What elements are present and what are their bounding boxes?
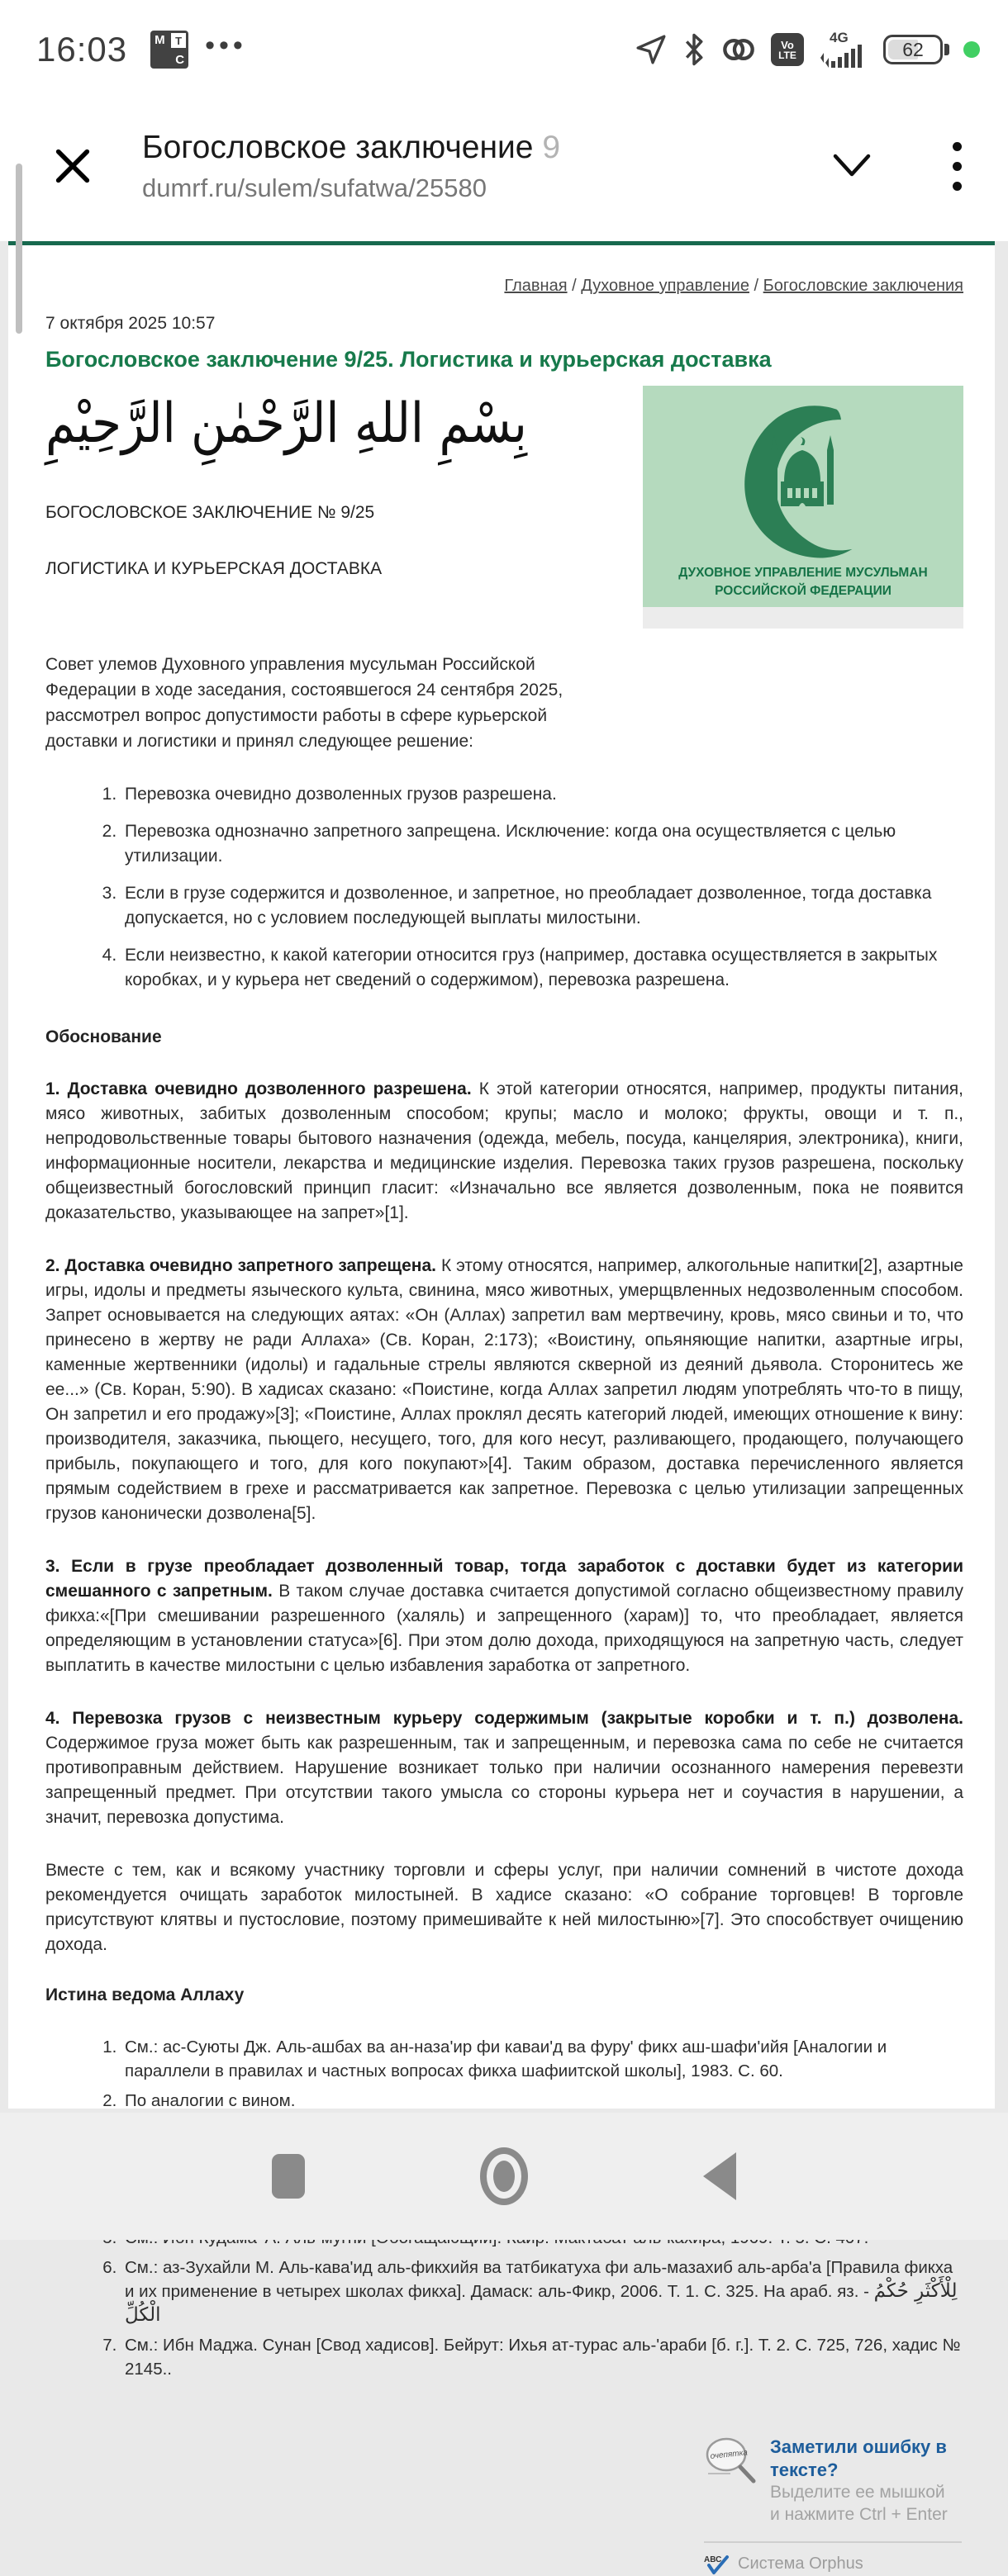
justification-section-2: 2. Доставка очевидно запретного запрещена. К этому относятся, например, алкогольные напитки[2], азартные игры, идолы и предметы языческого культа, свинина, мясо животных, умерщвленных недозволенным способом. Запрет основывается на следующих аятах: «Он (Аллах) запретил вам мертвечину, кровь, мясо свиньи и то, что принесено в жертву не ради Аллаха» (Св. Коран, 2:173); «Воистину, опьяняющие напитки, азартные игры, каменные жертвенники (идолы) и гадальные стрелы являются скверной из деяний дьявола. Сторонитесь же ее...» (Св. Коран, 5:90). В хадисах сказано: «Поистине, когда Аллах запретил людям употреблять что-то в пищу, Он запретил и его продажу»[3]; «Поистине, Аллах проклял десять категорий людей, имеющих отношение к вину: производителя, заказчика, пьющего, несущего, того, для кого несут, разливающего, продающего, получающего прибыль, покупающего и того, для кого покупают»[4]. Таким образом, доставка перечисленного является прямым содействием в грехе и рассматривается как запретное. Перевозка с целью утилизации запрещенных грузов канонически дозволена[5]. [45,1256,963,1523]
dum-rf-logo [643,386,963,607]
browser-page-title: Богословское заключение 9 [142,129,561,165]
browser-header [0,91,1008,241]
section-lead: 3. Если в грузе преобладает дозволенный товар, тогда заработок с доставки будет из категории смешанного с запретным. [45,1557,963,1601]
closing-paragraph: Вместе с тем, как и всякому участнику торговли и сферы услуг, при наличии сомнений в чистоте дохода рекомендуется очищать заработок милостыней. В хадисе сказано: «О собрание торговцев! В торговле присутствуют клятвы и пустословие, поэтому примешивайте к ней милостыню»[7]. Это способствует очищению дохода. [45,1861,963,1954]
bluetooth-icon [682,32,706,67]
logo-image-caption-strip [643,607,963,629]
back-button[interactable] [703,2152,736,2200]
section-lead: 2. Доставка очевидно запретного запрещена. [45,1256,437,1275]
breadcrumb-fatwas-link[interactable]: Богословские заключения [763,277,963,295]
orphus-magnifier-icon [704,2434,758,2488]
status-icons [635,30,980,69]
footnote: 2. По аналогии с вином. [121,2089,963,2113]
justification-section-4: 4. Перевозка грузов с неизвестным курьеру содержимым (закрытые коробки и т. п.) дозволена. Содержимое груза может быть как разрешенным, так и запрещенным, и перевозка сама по себе не считается противоправным действием. Нарушение возникает только при наличии осознанного намерения перевезти запрещенный предмет. При отсутствии такого умысла со стороны курьера нет и соучастия в нарушении, а значит, перевозка допустима. [45,1709,963,1827]
location-icon [635,33,668,66]
justification-section-3: 3. Если в грузе преобладает дозволенный товар, тогда заработок с доставки будет из категории смешанного с запретным. В таком случае доставка считается допустимой согласно общеизвестному правилу фикха:«[При смешивании разрешенного (халяль) и запрещенного (харам)] то, что преобладает, является определяющим в установлении статуса»[6]. При этом долю дохода, приходящуюся на запретную часть, следует выплатить в качестве милостыни с целью избавления заработка от запретного. [45,1557,963,1675]
justification-heading: Обоснование [45,1027,162,1046]
dum-rf-logo-image [643,386,963,754]
more-notifications-icon: ••• [205,29,247,61]
status-bar [0,0,1008,91]
orphus-title[interactable]: Заметили ошибку в тексте? [770,2436,947,2480]
breadcrumb-home-link[interactable]: Главная [504,277,568,295]
clock: 16:03 [36,30,128,69]
decision-item: 2. Перевозка однозначно запретного запрещена. Исключение: когда она осуществляется с целью утилизации. [121,819,963,869]
abc-check-icon [704,2553,730,2576]
justification-section-1: 1. Доставка очевидно дозволенного разрешена. К этой категории относятся, например, продукты питания, мясо животных, забитых дозволенным способом; крупы; масло и молоко; фрукты, овощи и т. п., непродовольственные товары бытового назначения (одежда, мебель, посуда, канцелярия, электроника), книги, информационные носители, лекарства и медицинские изделия. Перевозка таких грузов разрешена, поскольку общеизвестный богословский принцип гласит: «Изначально все является дозволенным, пока не появится доказательство, указывающее на запрет»[1]. [45,1079,963,1222]
menu-kebab-icon[interactable] [953,142,962,191]
webpage-content [8,241,995,2574]
svg-text:4G: 4G [830,30,849,45]
footnote: 7. См.: Ибн Маджа. Сунан [Свод хадисов]. Бейрут: Ихья ат-турас аль-'араби [б. г.]. Т. 2. С. 725, 726, хадис № 2145.. [121,2333,963,2381]
orphus-system-link[interactable]: АВС Система Orphus [704,2553,962,2576]
volte-icon: Vo LTE [771,33,804,66]
decision-item: 3. Если в грузе содержится и дозволенное, и запретное, но преобладает дозволенное, тогда доставка допускается, но с условием последующей выплаты милостыни. [121,881,963,931]
crescent-mosque-icon [718,399,888,561]
breadcrumb: Главная / Духовное управление / Богословские заключения [504,277,963,295]
decision-item: 4. Если неизвестно, к какой категории относится груз (например, доставка осуществляется в закрытых коробках, и у курьера нет сведений о содержимом), перевозка разрешена. [121,943,963,993]
battery-icon [883,35,949,64]
orphus-divider [704,2541,962,2543]
intro-paragraph: Совет улемов Духовного управления мусульман Российской Федерации в ходе заседания, состоявшегося 24 сентября 2025, рассмотрел вопрос допустимости работы в сфере курьерской доставки и логистики и принял следующее решение: [45,655,563,751]
doc-heading-subject: ЛОГИСТИКА И КУРЬЕРСКАЯ ДОСТАВКА [45,559,383,578]
signal-4g-icon [818,30,869,69]
truth-heading: Истина ведома Аллаху [45,1985,245,2004]
article-header-left [45,391,643,754]
home-button[interactable] [480,2147,528,2205]
recents-button[interactable] [272,2154,305,2199]
arabic-rule-text: لِلْأَكْثَرِ حُكْمُ الْكُلِّ [125,2280,958,2326]
carrier-mts-icon: М Т С [150,31,188,69]
orphus-instruction-2: и нажмите Ctrl + Enter [770,2505,948,2525]
section-lead: 4. Перевозка грузов с неизвестным курьеру содержимым (закрытые коробки и т. п.) дозволена. [45,1709,963,1728]
title-truncated: 9 [542,129,561,165]
article-header-row [45,391,963,754]
privacy-indicator-dot [963,41,980,58]
browser-url: dumrf.ru/sulem/sufatwa/25580 [142,173,487,202]
chevron-down-icon[interactable] [830,152,873,180]
decision-item: 1. Перевозка очевидно дозволенных грузов разрешена. [121,782,963,807]
svg-text:очепятка: очепятка [710,2448,749,2461]
doc-heading-number: БОГОСЛОВСКОЕ ЗАКЛЮЧЕНИЕ № 9/25 [45,503,375,522]
decisions-list [45,782,963,993]
page-title-url [142,130,830,203]
svg-text:АВС: АВС [704,2555,722,2564]
orphus-instruction-1: Выделите ее мышкой [770,2483,945,2502]
footnote: 1. См.: ас-Суюты Дж. Аль-ашбах ва ан-наза'ир фи каваи'д ва фуру' фикх аш-шафи'ийя [Аналогии и параллели в правилах и частных вопросах фикха шафиитской школы], 1983. С. 60. [121,2035,963,2083]
link-icon [720,33,757,66]
battery-percent: 62 [902,38,924,60]
logo-caption-text: ДУХОВНОЕ УПРАВЛЕНИЕ МУСУЛЬМАН РОССИЙСКОЙ ФЕДЕРАЦИИ [678,566,928,598]
breadcrumb-administration-link[interactable]: Духовное управление [581,277,749,295]
page-title: Богословское заключение 9/25. Логистика и курьерская доставка [45,347,772,372]
scrollbar-thumb[interactable] [16,164,22,334]
footnote: 6. См.: аз-Зухайли М. Аль-кава'ид аль-фикхийя ва татбикатуха фи аль-мазахиб аль-арба'а [Правила фикха и их применение в четырех школах фикха]. Дамаск: аль-Фикр, 2006. Т. 1. С. 325. На араб. яз. - لِلْأَكْثَرِ حُكْمُ الْكُلِّ [121,2256,963,2327]
publication-date: 7 октября 2025 10:57 [45,314,216,333]
section-lead: 1. Доставка очевидно дозволенного разрешена. [45,1079,472,1098]
close-icon[interactable] [51,145,94,187]
bismillah-calligraphy-image: بِسْمِ اللهِ الرَّحْمٰنِ الرَّحِيْمِ [45,391,527,456]
orphus-widget [704,2434,962,2576]
android-nav-bar [0,2113,1008,2240]
